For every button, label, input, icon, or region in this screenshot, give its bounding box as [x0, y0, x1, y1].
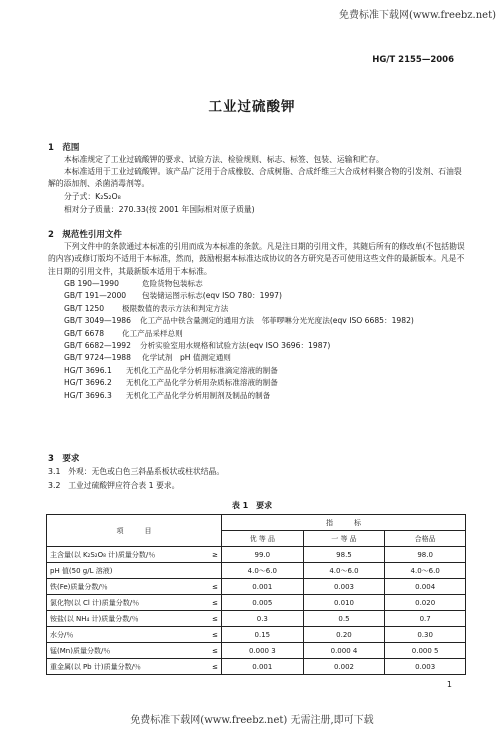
row-comparator: ≤ [205, 659, 221, 675]
reference-code: HG/T 3696.2 [64, 378, 112, 388]
row-value: 99.0 [221, 547, 303, 563]
row-item: pH 值(50 g/L 溶液) [47, 563, 206, 579]
table-row [47, 659, 466, 675]
reference-item [64, 303, 414, 315]
row-value: 0.010 [303, 595, 385, 611]
row-item: 氯化物(以 Cl 计)质量分数/％ [47, 595, 206, 611]
row-value: 0.7 [385, 611, 466, 627]
row-value: 0.005 [221, 595, 303, 611]
row-value: 0.003 [385, 659, 466, 675]
reference-item [64, 365, 414, 377]
reference-item [64, 315, 414, 327]
row-value: 0.001 [221, 659, 303, 675]
table-header-row [47, 515, 466, 531]
page-number: 1 [446, 680, 452, 689]
document-title: 工业过硫酸钾 [208, 99, 296, 115]
table-row [47, 563, 466, 579]
section-1-heading: 1 范围 [48, 143, 80, 153]
row-item: 铵盐(以 NH₄ 计)质量分数/％ [47, 611, 206, 627]
clause-3-2: 3.2 工业过硫酸钾应符合表 1 要求。 [48, 481, 180, 490]
row-value: 98.5 [303, 547, 385, 563]
table-row [47, 627, 466, 643]
row-value: 0.001 [221, 579, 303, 595]
section-2-heading: 2 规范性引用文件 [48, 230, 122, 240]
row-value: 0.000 5 [385, 643, 466, 659]
table-caption: 表 1 要求 [231, 501, 273, 510]
header-item: 项 目 [47, 515, 222, 547]
row-item: 锰(Mn)质量分数/％ [47, 643, 206, 659]
section-3-heading: 3 要求 [48, 454, 80, 464]
table-row [47, 611, 466, 627]
row-comparator: ≤ [205, 579, 221, 595]
section-2-paragraph: 下列文件中的条款通过本标准的引用而成为本标准的条款。凡是注日期的引用文件，其随后所有的修改单(不包括勘误的内容)或修订版均不适用于本标准，然而，鼓励根据本标准达成协议的各方研究是否可使用这些文件的最新版本。凡是不注日期的引用文件，其最新版本适用于本标准。 [48, 242, 465, 276]
reference-item [64, 278, 414, 290]
reference-title: 化工产品采样总则 [122, 328, 183, 338]
reference-title: 化学试剂 pH 值测定通则 [142, 353, 231, 363]
table-row [47, 547, 466, 563]
reference-title: 化工产品中铁含量测定的通用方法 邻菲啰啉分光光度法(eqv ISO 6685：1982) [140, 316, 414, 326]
reference-code: GB/T 9724—1988 [64, 353, 131, 363]
reference-item [64, 390, 414, 402]
table-row [47, 579, 466, 595]
reference-code: GB/T 3049—1986 [64, 316, 131, 326]
row-value: 0.15 [221, 627, 303, 643]
grade-superior: 优 等 品 [221, 531, 303, 547]
table-row [47, 595, 466, 611]
reference-code: GB/T 6682—1992 [64, 341, 131, 351]
row-value: 4.0～6.0 [385, 563, 466, 579]
row-comparator [205, 563, 221, 579]
row-value: 0.000 3 [221, 643, 303, 659]
reference-title: 包装储运图示标志(eqv ISO 780：1997) [142, 291, 282, 301]
reference-item [64, 377, 414, 389]
grade-qualified: 合格品 [385, 531, 466, 547]
reference-item [64, 352, 414, 364]
row-item: 主含量(以 K₂S₂O₈ 计)质量分数/％ [47, 547, 206, 563]
row-value: 0.30 [385, 627, 466, 643]
reference-item [64, 340, 414, 352]
row-item: 重金属(以 Pb 计)质量分数/％ [47, 659, 206, 675]
row-value: 0.20 [303, 627, 385, 643]
row-value: 4.0～6.0 [221, 563, 303, 579]
reference-code: GB/T 6678 [64, 328, 105, 338]
table-row [47, 643, 466, 659]
reference-title: 危险货物包装标志 [142, 279, 203, 288]
row-value: 0.000 4 [303, 643, 385, 659]
row-value: 98.0 [385, 547, 466, 563]
reference-title: 极限数值的表示方法和判定方法 [122, 303, 229, 313]
section-1-paragraph-2: 本标准适用于工业过硫酸钾。该产品广泛用于合成橡胶、合成树脂、合成纤维三大合成材料聚合物的引发剂、石油裂解的添加剂、杀菌消毒剂等。 [48, 167, 462, 189]
reference-code: HG/T 3696.1 [64, 365, 112, 375]
standard-number: HG/T 2155—2006 [372, 55, 454, 65]
reference-title: 无机化工产品化学分析用杂质标准溶液的制备 [126, 378, 278, 388]
row-value: 0.002 [303, 659, 385, 675]
molecular-formula: 分子式：K₂S₂O₈ [64, 192, 121, 201]
row-value: 0.3 [221, 611, 303, 627]
reference-title: 无机化工产品化学分析用标准滴定溶液的制备 [126, 365, 278, 375]
watermark-bottom: 免费标准下载网(www.freebz.net) 无需注册,即可下载 [130, 715, 374, 726]
section-1-paragraph-1: 本标准规定了工业过硫酸钾的要求、试验方法、检验规则、标志、标签、包装、运输和贮存。 [64, 155, 384, 164]
reference-item [64, 290, 414, 302]
row-value: 4.0～6.0 [303, 563, 385, 579]
row-value: 0.020 [385, 595, 466, 611]
reference-code: GB 190—1990 [64, 279, 119, 288]
reference-code: HG/T 3696.3 [64, 390, 112, 400]
row-comparator: ≤ [205, 643, 221, 659]
grade-first: 一 等 品 [303, 531, 385, 547]
normative-references-list [64, 278, 414, 402]
reference-title: 分析实验室用水规格和试验方法(eqv ISO 3696：1987) [140, 341, 331, 351]
row-item: 铁(Fe)质量分数/％ [47, 579, 206, 595]
row-comparator: ≤ [205, 611, 221, 627]
reference-title: 无机化工产品化学分析用制剂及制品的制备 [126, 390, 271, 400]
row-comparator: ≥ [205, 547, 221, 563]
row-value: 0.004 [385, 579, 466, 595]
reference-code: GB/T 1250 [64, 303, 105, 313]
row-comparator: ≤ [205, 627, 221, 643]
row-item: 水分/％ [47, 627, 206, 643]
header-index: 指 标 [221, 515, 465, 531]
reference-item [64, 328, 414, 340]
requirements-table [46, 514, 466, 675]
row-comparator: ≤ [205, 595, 221, 611]
clause-3-1: 3.1 外观：无色或白色三斜晶系板状或柱状结晶。 [48, 467, 225, 476]
reference-code: GB/T 191—2000 [64, 291, 127, 301]
molecular-mass: 相对分子质量：270.33(按 2001 年国际相对原子质量) [64, 205, 255, 214]
watermark-top: 免费标准下载网(www.freebz.net) [338, 10, 496, 21]
row-value: 0.5 [303, 611, 385, 627]
row-value: 0.003 [303, 579, 385, 595]
